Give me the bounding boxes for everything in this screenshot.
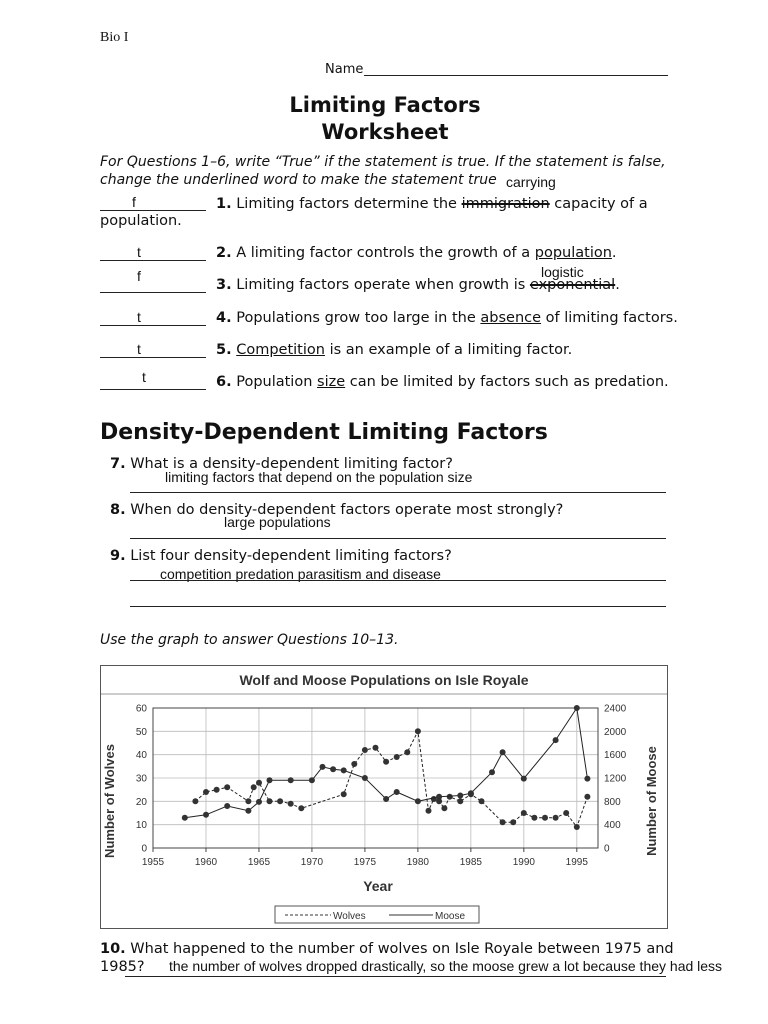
instructions-line2: change the underlined word to make the statement true [100,172,497,188]
x-tick-label: 1965 [247,857,271,868]
moose-point [330,766,336,772]
x-tick-label: 1985 [459,857,482,868]
y-axis-label-wolves: Number of Wolves [102,744,117,858]
wolf-point [245,798,251,804]
x-tick-label: 1975 [353,857,377,868]
moose-point [457,793,463,799]
wolf-point [521,810,527,816]
legend-moose: Moose [435,911,466,922]
moose-point [245,808,251,814]
answer-line-10[interactable] [125,976,666,977]
page-subtitle: Worksheet [321,120,449,144]
wolf-point [214,787,220,793]
wolf-point [373,745,379,751]
moose-point [468,790,474,796]
moose-point [320,764,326,770]
moose-point [383,796,389,802]
underlined-word-6: size [317,374,346,390]
y-axis-label-moose: Number of Moose [644,746,659,856]
wolf-point [288,801,294,807]
y-tick-label: 0 [141,843,147,855]
question-4: 4. Populations grow too large in the absence of limiting factors. [216,310,678,326]
y-tick-label: 50 [135,726,147,738]
x-tick-label: 1995 [565,857,588,868]
correction-1: carrying [506,174,556,190]
moose-point [309,777,315,783]
y-tick-label: 40 [135,750,147,762]
answer-9: competition predation parasitism and disease [160,566,441,582]
moose-point [362,775,368,781]
wolf-point [341,791,347,797]
answer-7: limiting factors that depend on the population size [165,469,473,485]
wolf-point [415,728,421,734]
moose-point [267,777,273,783]
underlined-word-5: Competition [236,342,325,358]
question-10-cont: 1985? [100,959,145,975]
moose-point [394,789,400,795]
question-9: 9. List four density-dependent limiting factors? [110,548,452,564]
y-tick-label: 10 [135,820,147,832]
underlined-word-2: population [534,245,612,261]
chart-container [100,665,668,929]
y2-tick-label: 2400 [604,703,627,715]
y-tick-label: 30 [135,773,147,785]
question-5: 5. Competition is an example of a limiting factor. [216,342,573,358]
answer-blank-4[interactable] [100,325,206,326]
moose-point [489,769,495,775]
x-tick-label: 1970 [300,857,324,868]
question-8: 8. When do density-dependent factors operate most strongly? [110,502,564,518]
moose-point [224,803,230,809]
wolf-point [441,805,447,811]
answer-line-7[interactable] [130,492,666,493]
answer-5: t [137,341,141,357]
answer-blank-5[interactable] [100,357,206,358]
graph-instruction: Use the graph to answer Questions 10–13. [100,632,399,648]
answer-line-8[interactable] [130,538,666,539]
moose-point [436,794,442,800]
underlined-word-1: immigration [461,196,550,212]
moose-point [574,705,580,711]
series-line-wolves [195,731,587,827]
answer-1: f [132,194,136,210]
question-1-cont: population. [100,213,182,229]
wolf-point [362,747,368,753]
answer-blank-6[interactable] [100,389,206,390]
answer-blank-1[interactable] [100,210,206,211]
wolf-point [394,754,400,760]
answer-line-9b[interactable] [130,606,666,607]
wolf-point [251,784,257,790]
y-tick-label: 20 [135,796,147,808]
wolf-point [351,761,357,767]
wolf-point [224,784,230,790]
x-axis-label: Year [363,878,393,894]
moose-point [584,776,590,782]
moose-point [500,749,506,755]
moose-point [182,815,188,821]
wolf-point [479,798,485,804]
wolf-moose-chart [101,666,667,928]
legend-wolves: Wolves [333,911,366,922]
name-label: Name [325,62,364,77]
x-tick-label: 1990 [512,857,535,868]
wolf-point [531,815,537,821]
x-tick-label: 1955 [141,857,165,868]
moose-point [203,812,209,818]
chart-title: Wolf and Moose Populations on Isle Royale [239,672,529,688]
answer-blank-3[interactable] [100,292,206,293]
wolf-point [383,759,389,765]
wolf-point [553,815,559,821]
y2-tick-label: 800 [604,796,621,808]
wolf-point [256,780,262,786]
name-field[interactable] [364,75,668,76]
y2-tick-label: 400 [604,820,621,832]
moose-point [341,767,347,773]
wolf-point [500,819,506,825]
instructions-line1: For Questions 1–6, write “True” if the statement is true. If the statement is false, [100,154,666,170]
wolf-point [542,815,548,821]
wolf-point [277,798,283,804]
x-tick-label: 1980 [406,857,430,868]
y-tick-label: 60 [135,703,147,715]
wolf-point [510,819,516,825]
wolf-point [574,824,580,830]
y2-tick-label: 2000 [604,726,627,738]
answer-line-9a[interactable] [130,580,666,581]
page-title: Limiting Factors [289,93,481,117]
chart-legend [275,906,479,923]
underlined-word-4: absence [480,310,542,326]
question-1: 1. Limiting factors determine the immigration capacity of a [216,196,648,212]
question-6: 6. Population size can be limited by factors such as predation. [216,374,669,390]
y2-tick-label: 0 [604,843,610,855]
underlined-word-3: exponential [529,277,616,293]
wolf-point [563,810,569,816]
moose-point [415,798,421,804]
wolf-point [584,794,590,800]
moose-point [288,777,294,783]
y2-tick-label: 1600 [604,750,627,762]
question-10: 10. What happened to the number of wolves on Isle Royale between 1975 and [100,941,674,957]
section-heading: Density-Dependent Limiting Factors [100,420,548,445]
moose-point [521,776,527,782]
course-label: Bio I [100,30,129,45]
wolf-point [404,749,410,755]
wolf-point [426,808,432,814]
answer-8: large populations [224,514,331,530]
wolf-point [192,798,198,804]
wolf-point [203,789,209,795]
answer-blank-2[interactable] [100,260,206,261]
answer-10: the number of wolves dropped drastically, so the moose grew a lot because they had less [169,958,723,974]
question-3: 3. Limiting factors operate when growth is exponential. [216,277,620,293]
answer-6: t [142,369,146,385]
y2-tick-label: 1200 [604,773,627,785]
answer-3: f [137,268,141,284]
moose-point [553,737,559,743]
wolf-point [457,798,463,804]
correction-3: logistic [541,264,584,280]
question-7: 7. What is a density-dependent limiting factor? [110,456,453,472]
moose-point [256,799,262,805]
answer-4: t [137,309,141,325]
wolf-point [267,798,273,804]
x-tick-label: 1960 [194,857,218,868]
wolf-point [298,805,304,811]
question-2: 2. A limiting factor controls the growth of a population. [216,245,617,261]
answer-2: t [137,244,141,260]
